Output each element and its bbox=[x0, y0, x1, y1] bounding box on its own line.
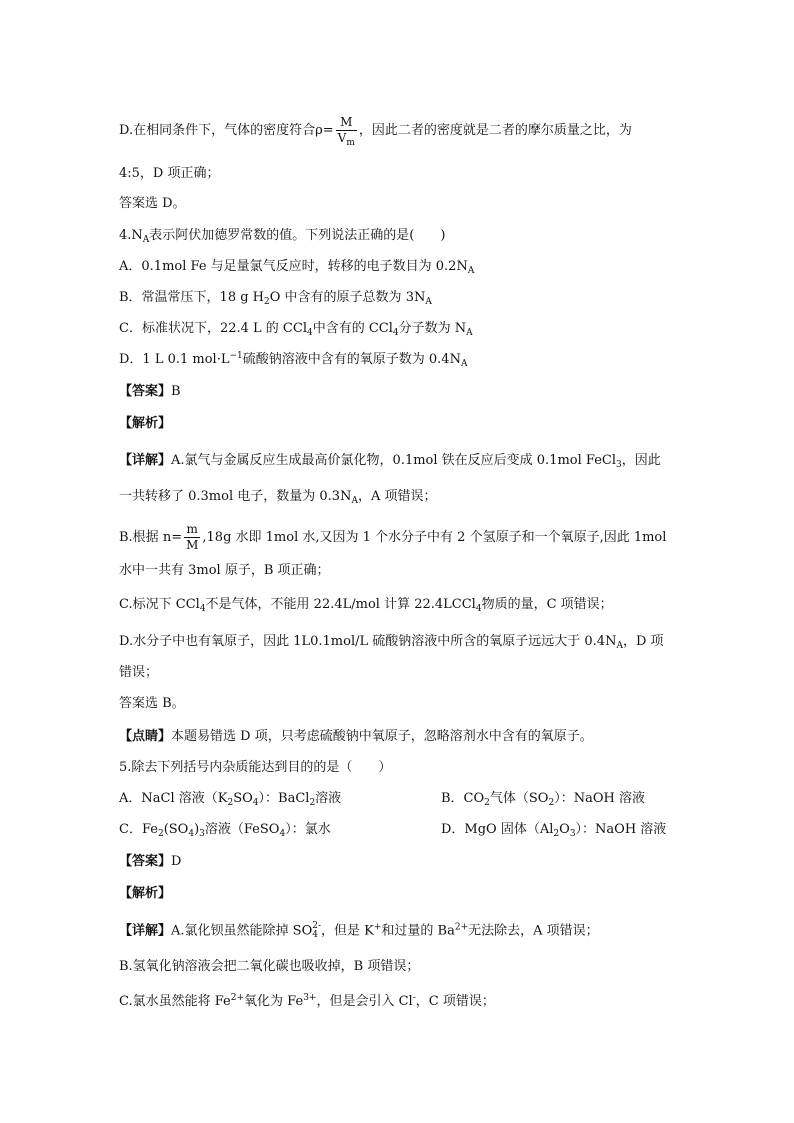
sub: 3 bbox=[199, 829, 205, 839]
q4-detail-a1 bbox=[119, 452, 661, 470]
text: 不是气体，不能用 22.4L/mol 计算 22.4LCCl bbox=[205, 597, 476, 612]
text: C．Fe bbox=[119, 822, 158, 837]
q4-detail-d1 bbox=[119, 633, 664, 651]
answer-value: B bbox=[171, 384, 181, 399]
answer-tag: 【答案】 bbox=[119, 854, 172, 869]
sub: A bbox=[466, 328, 473, 338]
sub: A bbox=[142, 235, 150, 245]
text: 表示阿伏加德罗常数的值。下列说法正确的是( ) bbox=[149, 228, 446, 243]
detail-tag: 【详解】 bbox=[119, 923, 172, 939]
text: 4.N bbox=[119, 228, 143, 243]
sup: 2+ bbox=[230, 993, 245, 1003]
sup: + bbox=[373, 922, 382, 933]
text: A．NaCl 溶液（K bbox=[119, 791, 228, 806]
answer-value: D bbox=[171, 854, 182, 869]
q4-detail-b2: 水中一共有 3mol 原子，B 项正确； bbox=[119, 563, 330, 578]
answer-tag: 【答案】 bbox=[119, 384, 172, 399]
sub: 2 bbox=[227, 798, 234, 808]
sup: - bbox=[412, 993, 416, 1003]
sub: A bbox=[351, 496, 358, 506]
text: ，D 项 bbox=[622, 634, 664, 649]
text: 无法除去，A 项错误； bbox=[468, 923, 599, 939]
sub: 4 bbox=[188, 829, 195, 839]
sub: A bbox=[467, 266, 475, 276]
sub: 4 bbox=[475, 604, 482, 614]
text: D．1 L 0.1 mol·L bbox=[119, 352, 230, 367]
sub: 4 bbox=[252, 798, 259, 808]
text: ，因此 bbox=[621, 453, 661, 468]
q5-detail-c bbox=[119, 993, 495, 1011]
prev-answer: 答案选 D。 bbox=[119, 196, 186, 211]
q4-option-c bbox=[119, 320, 473, 338]
q5-stem: 5.除去下列括号内杂质能达到目的的是（ ） bbox=[119, 760, 392, 775]
sub: 3 bbox=[616, 460, 622, 470]
prev-d-line1 bbox=[119, 115, 632, 146]
sub: 2 bbox=[548, 798, 555, 808]
q4-option-d bbox=[119, 351, 467, 369]
text: 氧化为 Fe bbox=[244, 994, 304, 1009]
text: O bbox=[559, 822, 570, 837]
text: D．MgO 固体（Al bbox=[441, 822, 554, 837]
text: 本题易错选 D 项，只考虑硫酸钠中氧原子，忽略溶剂水中含有的氧原子。 bbox=[171, 729, 593, 744]
text: ）：氯水 bbox=[285, 822, 331, 837]
q4-detail-a2 bbox=[119, 488, 436, 506]
text: A.氯化钡虽然能除掉 SO bbox=[171, 923, 313, 939]
text: 溶液 bbox=[315, 791, 342, 806]
text: O 中含有的原子总数为 3N bbox=[269, 290, 426, 305]
q4-option-b bbox=[119, 289, 432, 307]
text: ，因此二者的密度就是二者的摩尔质量之比，为 bbox=[358, 123, 632, 138]
sub: 4 bbox=[279, 829, 286, 839]
den-sub: m bbox=[346, 138, 355, 148]
text: 物质的量，C 项错误； bbox=[481, 597, 613, 612]
sub: A bbox=[616, 641, 623, 651]
sup: 3+ bbox=[303, 993, 317, 1003]
sub: 2 bbox=[309, 798, 316, 808]
text: A.氯气与金属反应生成最高价氯化物，0.1mol 铁在反应后变成 0.1mol FeCl bbox=[171, 453, 617, 468]
detail-tag: 【详解】 bbox=[119, 453, 172, 468]
q4-stem bbox=[119, 227, 445, 245]
text: ）：BaCl bbox=[258, 791, 310, 806]
sub: A bbox=[425, 297, 432, 307]
numerator: M bbox=[336, 115, 357, 131]
text: D.在相同条件下，气体的密度符合ρ= bbox=[119, 123, 334, 138]
text: B．CO bbox=[441, 791, 485, 806]
sup: −1 bbox=[229, 351, 243, 361]
text: C.标况下 CCl bbox=[119, 597, 200, 612]
sub: 4 bbox=[199, 604, 206, 614]
q4-detail-d2: 错误； bbox=[119, 665, 159, 680]
q4-point bbox=[119, 728, 593, 746]
sub: 4 bbox=[312, 930, 318, 940]
text: B．常温常压下，18 g H bbox=[119, 290, 265, 305]
text: 中含有的 CCl bbox=[312, 321, 393, 336]
text: 硫酸钠溶液中含有的氧原子数为 0.4N bbox=[242, 352, 461, 367]
text: (SO bbox=[163, 822, 189, 837]
text: B.根据 n= bbox=[119, 530, 183, 545]
text: SO bbox=[233, 791, 253, 806]
sub: 2 bbox=[157, 829, 164, 839]
sub: 2 bbox=[484, 798, 490, 808]
text: ，A 项错误； bbox=[357, 489, 437, 504]
denominator bbox=[336, 131, 357, 146]
q4-answer bbox=[119, 383, 181, 401]
denominator: M bbox=[186, 538, 199, 552]
text: ，C 项错误； bbox=[415, 994, 495, 1009]
sub: A bbox=[460, 359, 468, 369]
q4-option-a bbox=[119, 258, 474, 276]
text: ，但是会引入 Cl bbox=[316, 994, 413, 1009]
text: 和过量的 Ba bbox=[381, 923, 455, 939]
text: 分子数为 N bbox=[398, 321, 467, 336]
text: ) bbox=[194, 822, 200, 837]
text: ）：NaOH 溶液 bbox=[575, 822, 667, 837]
text: A．0.1mol Fe 与足量氯气反应时，转移的电子数目为 0.2N bbox=[119, 259, 468, 274]
q5-detail-b: B.氢氧化钠溶液会把二氧化碳也吸收掉，B 项错误； bbox=[119, 959, 420, 974]
q5-option-a bbox=[119, 790, 341, 808]
q4-detail-b1 bbox=[119, 522, 666, 553]
fraction bbox=[184, 522, 200, 553]
q5-analysis-tag: 【解析】 bbox=[119, 886, 172, 901]
sup: 2+ bbox=[454, 922, 469, 933]
q4-analysis-tag: 【解析】 bbox=[119, 416, 172, 431]
q5-option-d bbox=[441, 821, 666, 839]
sub: 4 bbox=[392, 328, 399, 338]
sup: 2- bbox=[312, 921, 322, 931]
numerator: m bbox=[184, 522, 200, 538]
text: D.水分子中也有氧原子，因此 1L0.1mol/L 硫酸钠溶液中所含的氧原子远远大于 0.4N bbox=[119, 634, 617, 649]
sub: 3 bbox=[569, 829, 576, 839]
sub: 2 bbox=[553, 829, 560, 839]
text: ，但是 K bbox=[321, 923, 374, 939]
den-text: V bbox=[337, 131, 347, 145]
q5-detail-a bbox=[119, 922, 599, 941]
q5-option-c bbox=[119, 821, 331, 839]
text: 溶液（FeSO bbox=[204, 822, 280, 837]
prev-d-line2: 4:5，D 项正确； bbox=[119, 166, 220, 181]
point-tag: 【点睛】 bbox=[119, 729, 172, 744]
text: ,18g 水即 1mol 水,又因为 1 个水分子中有 2 个氢原子和一个氧原子,因此 1mol bbox=[202, 530, 667, 545]
text: 一共转移了 0.3mol 电子，数量为 0.3N bbox=[119, 489, 352, 504]
q4-detail-c bbox=[119, 596, 613, 614]
text: C．标准状况下，22.4 L 的 CCl bbox=[119, 321, 307, 336]
q5-answer bbox=[119, 853, 181, 871]
sub: 4 bbox=[306, 328, 313, 338]
text: 气体（SO bbox=[489, 791, 549, 806]
text: ）：NaOH 溶液 bbox=[554, 791, 645, 806]
sulfate-charge bbox=[312, 922, 321, 940]
q5-option-b bbox=[441, 790, 645, 808]
sub: 2 bbox=[264, 297, 270, 307]
q4-final-answer: 答案选 B。 bbox=[119, 696, 185, 711]
text: C.氯水虽然能将 Fe bbox=[119, 994, 231, 1009]
fraction bbox=[336, 115, 357, 146]
